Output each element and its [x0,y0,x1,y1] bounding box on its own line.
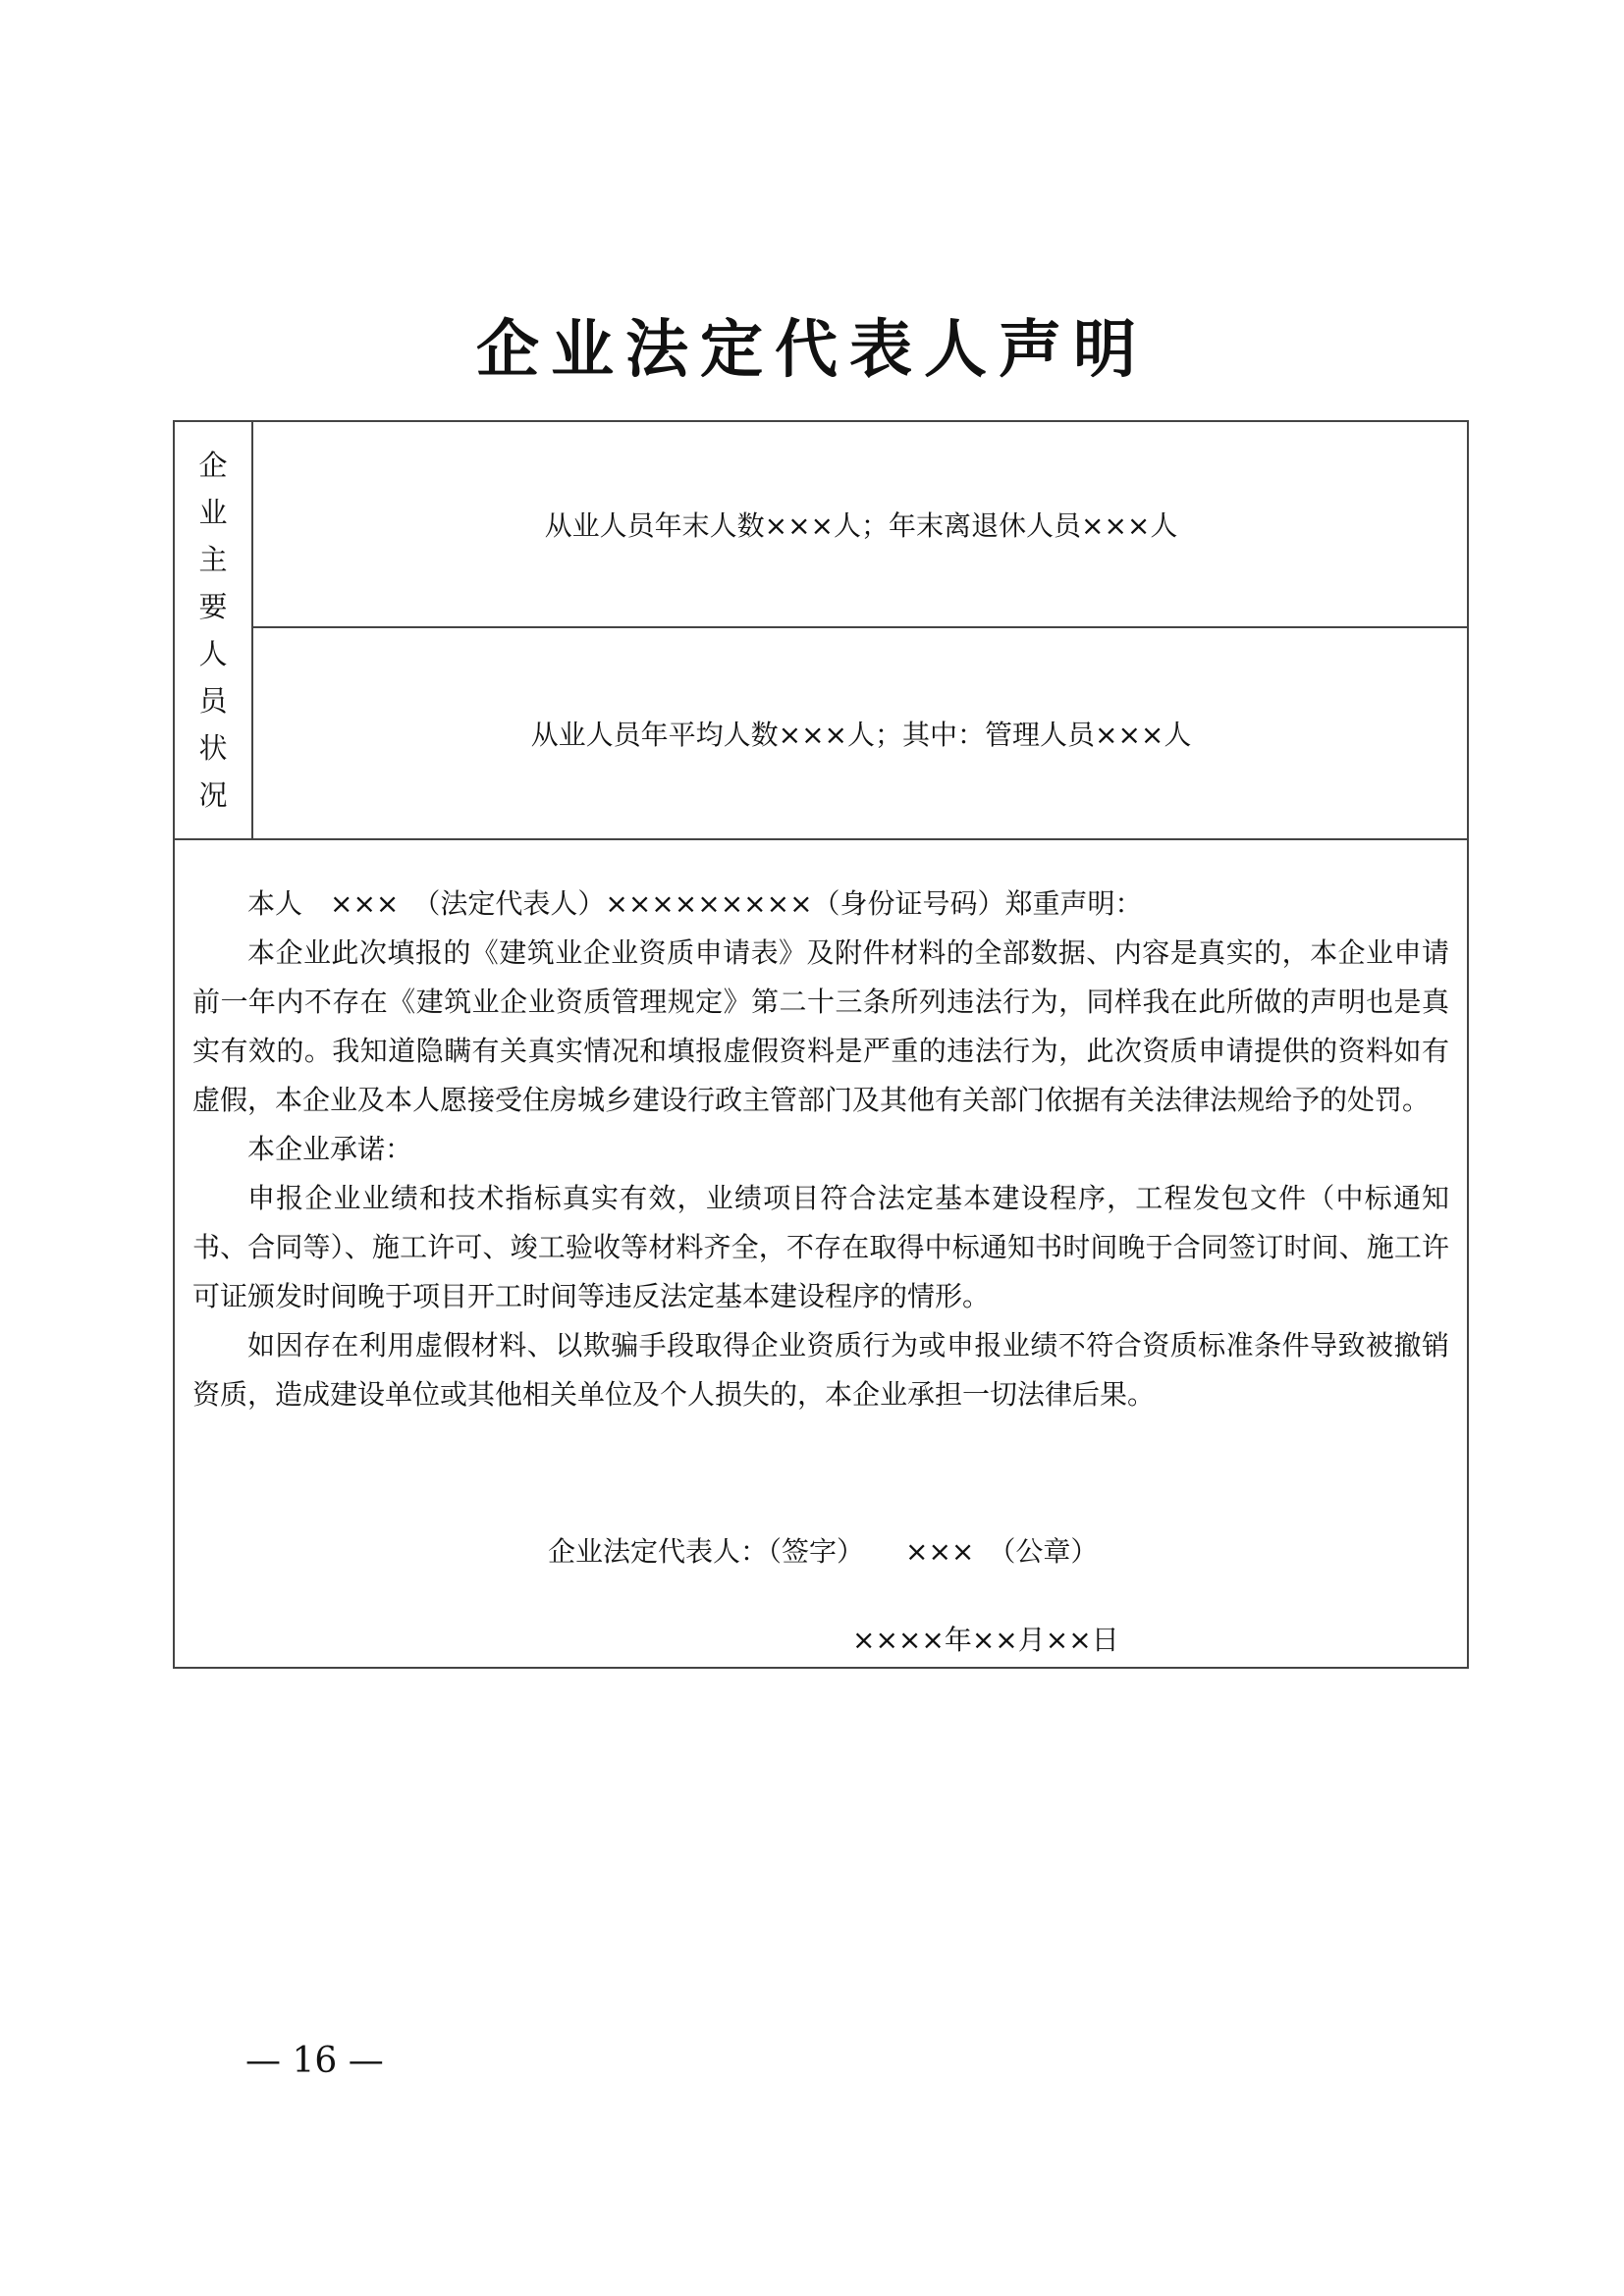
label-char: 企 [198,449,228,482]
page-title: 企业法定代表人声明 [476,313,1148,387]
average-staff-row [253,628,1469,838]
label-char: 员 [198,684,228,718]
year-end-staff-text: 从业人员年末人数×××人；年末离退休人员×××人 [544,509,1178,542]
label-char: 业 [198,496,228,529]
date-line: ××××年××月××日 [852,1624,1119,1656]
commitment-body: 申报企业业绩和技术指标真实有效，业绩项目符合法定基本建设程序，工程发包文件（中标通知书、合同等）、施工许可、竣工验收等材料齐全，不存在取得中标通知书时间晚于合同签订时间、施工许可证颁发时间晚于项目开工时间等违反法定基本建设程序的情形。 [192,1182,1449,1312]
commitment-heading: 本企业承诺： [247,1133,413,1165]
label-char: 主 [198,543,228,576]
statement-block [175,838,1467,1667]
year-end-staff-row [253,422,1469,628]
label-char: 状 [198,731,228,765]
declaration-form [173,420,1469,1669]
page-number: — 16 — [245,2041,384,2081]
average-staff-text: 从业人员年平均人数×××人；其中：管理人员×××人 [530,719,1192,751]
label-char: 人 [198,637,228,670]
declaration-body: 本企业此次填报的《建筑业企业资质申请表》及附件材料的全部数据、内容是真实的，本企业申请前一年内不存在《建筑业企业资质管理规定》第二十三条所列违法行为，同样我在此所做的声明也是真实有效的。我知道隐瞒有关真实情况和填报虚假资料是严重的违法行为，此次资质申请提供的资料如有虚假，本企业及本人愿接受住房城乡建设行政主管部门及其他有关部门依据有关法律法规给予的处罚。 [192,936,1449,1116]
liability-clause: 如因存在利用虚假材料、以欺骗手段取得企业资质行为或申报业绩不符合资质标准条件导致被撤销资质，造成建设单位或其他相关单位及个人损失的，本企业承担一切法律后果。 [192,1329,1449,1411]
label-char: 况 [198,778,228,812]
declaration-intro: 本人 ××× （法定代表人）×××××××××（身份证号码）郑重声明： [247,887,1143,920]
signature-line: 企业法定代表人：（签字） ××× （公章） [548,1535,1099,1568]
label-char: 要 [198,590,228,623]
staff-status-label [175,422,253,838]
